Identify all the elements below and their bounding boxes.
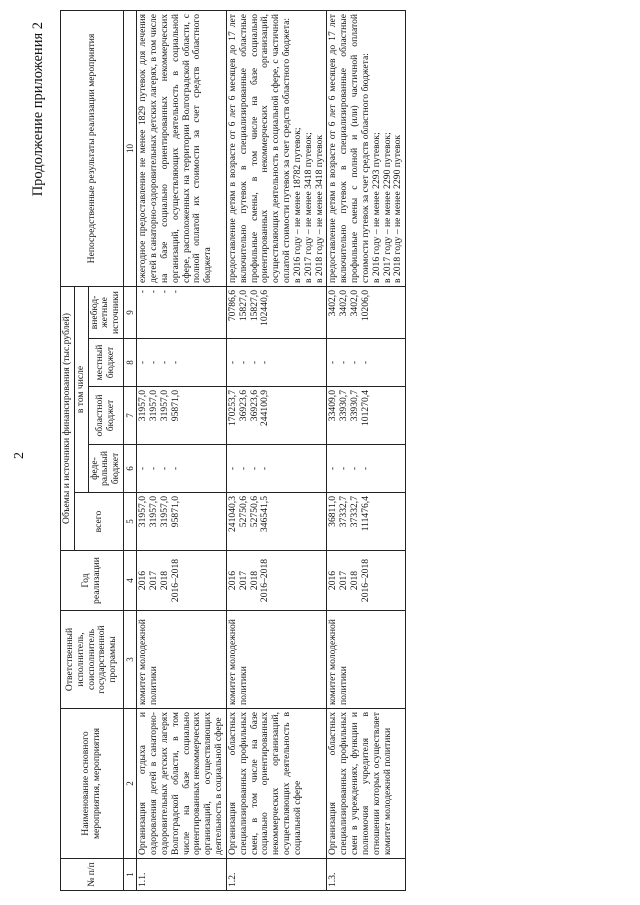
- result-year-line: в 2018 году – не менее 2290 путевок: [392, 134, 404, 283]
- funding-federal-value: -: [349, 466, 361, 471]
- funding-total: [226, 493, 326, 551]
- column-number: 4: [124, 551, 137, 611]
- funding-total-value: 95871,0: [169, 496, 181, 528]
- funding-regional-value: 33930,7: [338, 390, 350, 422]
- funding-extrabudgetary-value: 15827,0: [248, 289, 260, 322]
- funding-local-value: -: [237, 360, 249, 365]
- column-number: 1: [124, 859, 137, 891]
- funding-extrabudgetary-value: 70786,6: [226, 289, 238, 322]
- funding-total-value: 52750,6: [237, 496, 249, 528]
- result-text: ежегодное предоставление не менее 1829 путевок для лечения детей в санаторно-оздоровительных детских лагерях, в том числе на базе социально ориентированных некоммерческих организаций, осуществляющих деятельность в социальной сфере, расположенных на территории Волгоградской области, с полной оплатой их стоимости за счет средств областного бюджета: [137, 13, 214, 283]
- implementation-years-value: 2018: [158, 570, 170, 591]
- funding-extrabudgetary-value: 15827,0: [237, 289, 249, 322]
- implementation-years-value: 2016: [137, 570, 149, 591]
- result-year-line: в 2016 году – не менее 2293 путевок;: [370, 132, 382, 283]
- funding-extrabudgetary: [137, 286, 227, 338]
- funding-local-value: -: [349, 360, 361, 365]
- page-number: 2: [12, 452, 27, 459]
- column-number: 5: [124, 493, 137, 551]
- funding-local-value: -: [359, 360, 371, 365]
- implementation-years-value: 2016–2018: [359, 558, 371, 603]
- row-number: 1.1.: [137, 859, 227, 891]
- column-number: 8: [124, 339, 137, 387]
- funding-regional-value: 95871,0: [169, 390, 181, 422]
- responsible-executor: комитет молодежной политики: [226, 611, 326, 709]
- funding-local-value: -: [259, 360, 271, 365]
- header-executor: Ответственный исполнитель, соисполнитель государственной программы: [61, 611, 124, 709]
- funding-federal: [137, 445, 227, 493]
- funding-total-value: 36811,0: [327, 496, 339, 527]
- header-extra: внебюд-жетные источники: [88, 286, 123, 338]
- header-regional: областной бюджет: [88, 387, 123, 445]
- column-number: 6: [124, 445, 137, 493]
- header-results: Непосредственные результаты реализации мероприятия: [61, 10, 124, 286]
- funding-federal-value: -: [226, 466, 238, 471]
- row-number: 1.3.: [327, 859, 406, 891]
- funding-extrabudgetary: [226, 286, 326, 338]
- result-year-line: в 2018 году – не менее 3418 путевок: [313, 134, 325, 283]
- header-total: всего: [74, 493, 123, 551]
- funding-total-value: 346541,5: [259, 496, 271, 532]
- continuation-title: Продолжение приложения 2: [30, 22, 46, 197]
- funding-regional-value: 244100,9: [259, 390, 271, 426]
- activity-name: Организация областных специализированных профильных смен, в том числе на базе социально ориентированных некоммерческих организаций, осуществляющих деятельность в социальной сфере: [226, 709, 326, 859]
- funding-extrabudgetary-value: -: [169, 289, 181, 294]
- funding-local-value: -: [327, 360, 339, 365]
- column-number: 10: [124, 10, 137, 286]
- result-text: предоставление детям в возрасте от 6 лет 6 месяцев до 17 лет включительно путевок в специализированные областные профильные смены, в том числе на базе социально ориентированных некоммерческих организаций, осуществляющих деятельность в социальной сфере, с частичной оплатой стоимости путевок за счет средств областного бюджета:: [226, 13, 293, 283]
- implementation-years-value: 2016–2018: [259, 558, 271, 603]
- funding-federal: [226, 445, 326, 493]
- funding-total-value: 37332,7: [338, 496, 350, 528]
- funding-regional-value: 101270,4: [359, 390, 371, 426]
- column-number: 9: [124, 286, 137, 338]
- table-row: [226, 10, 326, 890]
- implementation-years-value: 2016–2018: [169, 558, 181, 603]
- implementation-years-value: 2017: [148, 570, 160, 591]
- funding-extrabudgetary-value: 3402,0: [349, 289, 361, 317]
- funding-federal-value: -: [169, 466, 181, 471]
- header-federal: феде-ральный бюджет: [88, 445, 123, 493]
- funding-regional-value: 33930,7: [349, 390, 361, 422]
- funding-extrabudgetary-value: -: [158, 289, 170, 294]
- funding-extrabudgetary-value: 102440,6: [259, 289, 271, 326]
- funding-total-value: 241040,3: [226, 496, 238, 532]
- header-local: местный бюджет: [88, 339, 123, 387]
- table-row: [327, 10, 406, 890]
- direct-results: [137, 10, 227, 286]
- funding-total-value: 111476,4: [359, 496, 371, 532]
- funding-total-value: 31957,0: [158, 496, 170, 528]
- result-year-line: в 2017 году – не менее 3418 путевок;: [302, 132, 314, 283]
- funding-regional-value: 170253,7: [226, 390, 238, 426]
- funding-total-value: 52750,6: [248, 496, 260, 528]
- responsible-executor: комитет молодежной политики: [137, 611, 227, 709]
- funding-local: [137, 339, 227, 387]
- funding-regional-value: 31957,0: [158, 390, 170, 422]
- funding-extrabudgetary-value: 3402,0: [338, 289, 350, 317]
- header-num: № п/п: [61, 859, 124, 891]
- implementation-years: [226, 551, 326, 611]
- header-row-1: [61, 10, 75, 890]
- funding-federal-value: -: [327, 466, 339, 471]
- result-year-line: в 2016 году – не менее 18782 путевок;: [291, 127, 303, 283]
- header-incl: в том числе: [74, 286, 88, 492]
- funding-local-value: -: [226, 360, 238, 365]
- implementation-years-value: 2018: [349, 570, 361, 591]
- result-year-line: в 2017 году – не менее 2290 путевок;: [381, 132, 393, 283]
- implementation-years-value: 2016: [226, 570, 238, 591]
- funding-local-value: -: [169, 360, 181, 365]
- column-numbers-row: [124, 10, 137, 890]
- funding-regional: [226, 387, 326, 445]
- funding-local-value: -: [338, 360, 350, 365]
- activity-name: Организация отдыха и оздоровления детей в санаторно-оздоровительных детских лагерях Волгоградской области, в том числе на базе социально ориентированных некоммерческих организаций, осуществляющих деятельность в социальной сфере: [137, 709, 227, 859]
- funding-federal: [327, 445, 406, 493]
- funding-extrabudgetary-value: -: [148, 289, 160, 294]
- activity-name: Организация областных специализированных профильных смен в учреждениях, функции и полномочия учредителя в отношении которых осуществляет комитет молодежной политики: [327, 709, 406, 859]
- result-text: предоставление детям в возрасте от 6 лет 6 месяцев до 17 лет включительно путевок в специализированные областные профильные смены с полной и (или) частичной оплатой стоимости путевок за счет средств областного бюджета:: [327, 13, 371, 283]
- funding-total-value: 37332,7: [349, 496, 361, 528]
- funding-federal-value: -: [359, 466, 371, 471]
- funding-federal-value: -: [158, 466, 170, 471]
- funding-total: [327, 493, 406, 551]
- funding-federal-value: -: [248, 466, 260, 471]
- funding-local: [226, 339, 326, 387]
- responsible-executor: комитет молодежной политики: [327, 611, 406, 709]
- funding-regional-value: 36923,6: [237, 390, 249, 422]
- funding-local-value: -: [148, 360, 160, 365]
- header-name: Наименование основного мероприятия, мероприятия: [61, 709, 124, 859]
- implementation-years-value: 2018: [248, 570, 260, 591]
- funding-extrabudgetary: [327, 286, 406, 338]
- funding-federal-value: -: [137, 466, 149, 471]
- implementation-years-value: 2017: [338, 570, 350, 591]
- implementation-years-value: 2017: [237, 570, 249, 591]
- funding-extrabudgetary-value: 3402,0: [327, 289, 339, 317]
- funding-federal-value: -: [338, 466, 350, 471]
- funding-regional-value: 31957,0: [148, 390, 160, 422]
- funding-local-value: -: [137, 360, 149, 365]
- funding-total-value: 31957,0: [148, 496, 160, 528]
- header-year: Год реализации: [61, 551, 124, 611]
- header-funding: Объемы и источники финансирования (тыс.рублей): [61, 286, 75, 550]
- funding-regional: [137, 387, 227, 445]
- direct-results: [327, 10, 406, 286]
- funding-federal-value: -: [148, 466, 160, 471]
- funding-extrabudgetary-value: 10206,0: [359, 289, 371, 322]
- funding-total: [137, 493, 227, 551]
- program-activities-table: [60, 10, 406, 891]
- table-row: [137, 10, 227, 890]
- funding-local: [327, 339, 406, 387]
- funding-regional-value: 36923,6: [248, 390, 260, 422]
- column-number: 2: [124, 709, 137, 859]
- funding-regional: [327, 387, 406, 445]
- funding-total-value: 31957,0: [137, 496, 149, 528]
- funding-local-value: -: [158, 360, 170, 365]
- table-body: [137, 10, 406, 890]
- implementation-years: [137, 551, 227, 611]
- column-number: 3: [124, 611, 137, 709]
- column-number: 7: [124, 387, 137, 445]
- funding-federal-value: -: [237, 466, 249, 471]
- funding-regional-value: 31957,0: [137, 390, 149, 422]
- funding-extrabudgetary-value: -: [137, 289, 149, 294]
- implementation-years: [327, 551, 406, 611]
- funding-federal-value: -: [259, 466, 271, 471]
- funding-local-value: -: [248, 360, 260, 365]
- implementation-years-value: 2016: [327, 570, 339, 591]
- direct-results: [226, 10, 326, 286]
- row-number: 1.2.: [226, 859, 326, 891]
- funding-regional-value: 33409,0: [327, 390, 339, 422]
